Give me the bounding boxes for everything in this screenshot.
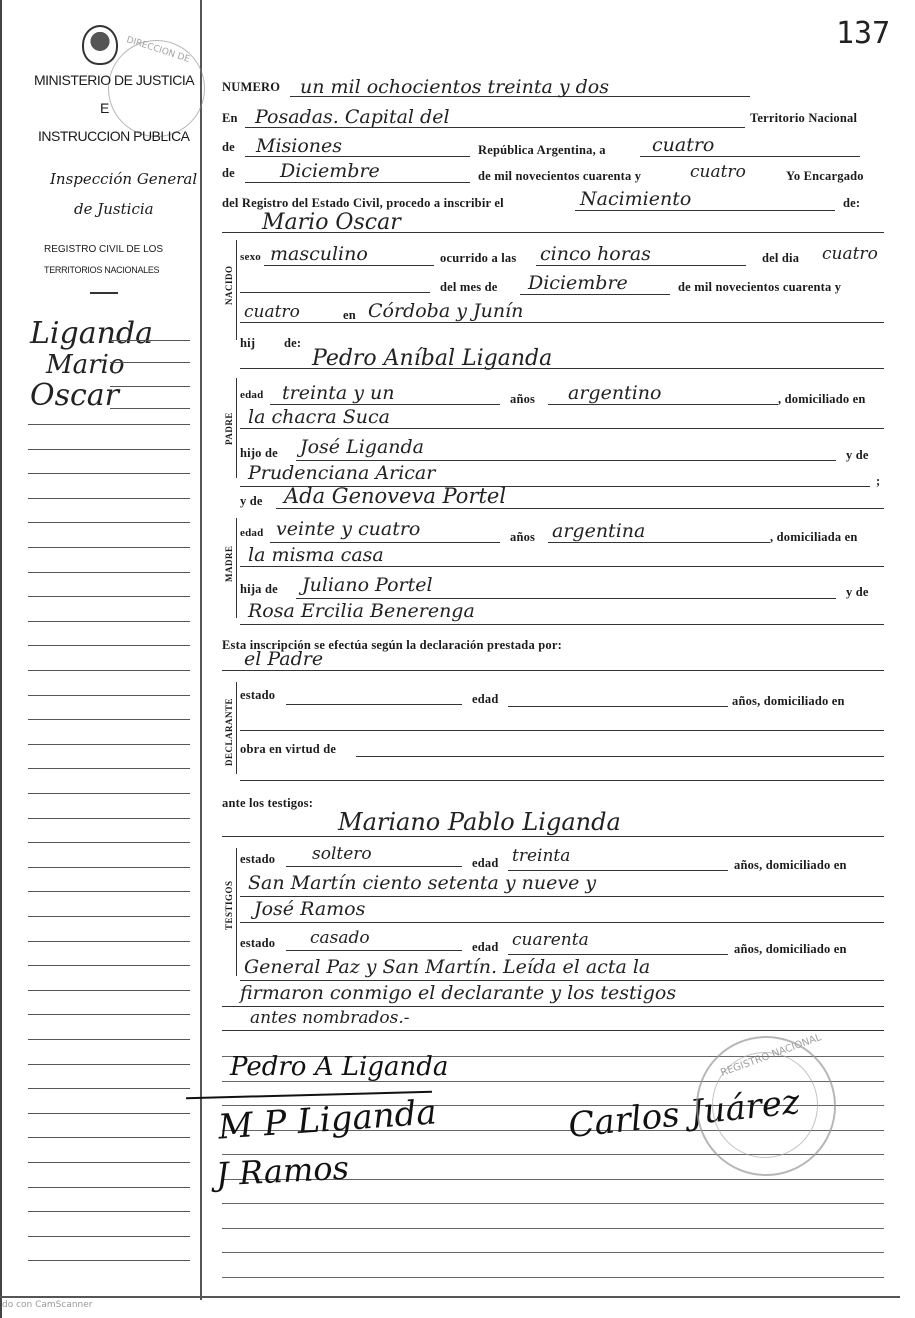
margin-rule <box>110 340 190 341</box>
margin-rule <box>28 744 190 745</box>
ministry-title-3: INSTRUCCION PUBLICA <box>38 128 190 144</box>
margin-rule <box>28 990 190 991</box>
padre-section-label: PADRE <box>224 412 234 445</box>
margin-rule <box>110 362 190 363</box>
margin-rule <box>28 1260 190 1261</box>
republica-label: República Argentina, a <box>478 143 606 157</box>
testigo2-estado-value: casado <box>310 928 370 948</box>
padre-name-value: Pedro Aníbal Liganda <box>312 346 553 371</box>
padre-edad-line <box>270 404 500 405</box>
testigo2-edad-label: edad <box>472 940 499 954</box>
madre-nac-line <box>548 542 770 543</box>
margin-surname-note: Liganda <box>30 316 154 351</box>
margin-rule <box>28 916 190 917</box>
margin-rule <box>28 1113 190 1114</box>
madre-y-de-label: y de <box>240 494 263 508</box>
testigo1-edad-value: treinta <box>512 846 571 866</box>
signature-testigo-1: M P Liganda <box>216 1092 438 1148</box>
margin-rule <box>28 1236 190 1237</box>
cierre-text-2: firmaron conmigo el declarante y los testigos <box>240 982 677 1004</box>
margin-name-note-2: Oscar <box>30 378 120 413</box>
padre-y-de-label: y de <box>846 448 869 462</box>
margin-rule <box>28 842 190 843</box>
acto-value: Nacimiento <box>580 188 692 210</box>
nacido-bar <box>236 240 237 340</box>
abuelo-materno-value: Juliano Portel <box>302 574 433 596</box>
margin-rule <box>28 1162 190 1163</box>
padre-anios-label: años <box>510 392 536 406</box>
anio-label: de mil novecientos cuarenta y <box>678 280 842 294</box>
testigo1-name-line <box>222 836 884 837</box>
acto-line <box>575 210 835 211</box>
testigo1-edad-label: edad <box>472 856 499 870</box>
testigo2-name-line <box>240 922 884 923</box>
margin-rule <box>28 449 190 450</box>
declarante-estado-line <box>286 704 462 705</box>
testigo1-estado-value: soltero <box>312 844 372 864</box>
margin-rule <box>28 768 190 769</box>
cierre-line-2 <box>222 1006 884 1007</box>
testigo1-domicilio-value: San Martín ciento setenta y nueve y <box>248 872 597 894</box>
testigo2-edad-value: cuarenta <box>512 930 589 950</box>
margin-rule <box>28 695 190 696</box>
padre-nac-line <box>548 404 778 405</box>
testigo2-domicilio-line <box>240 980 884 981</box>
margin-rule <box>28 719 190 720</box>
testigo1-estado-label: estado <box>240 852 276 866</box>
abuela-paterna-value: Prudenciana Aricar <box>248 462 436 484</box>
cierre-text-3: antes nombrados.- <box>250 1008 410 1028</box>
sexo-value: masculino <box>270 243 368 265</box>
en-lugar-label: en <box>343 308 356 322</box>
margin-rule <box>28 965 190 966</box>
obra-label: obra en virtud de <box>240 742 337 756</box>
margin-rule <box>28 1039 190 1040</box>
margin-rule <box>28 473 190 474</box>
margin-rule <box>28 572 190 573</box>
abuela-materna-value: Rosa Ercilia Benerenga <box>248 600 475 622</box>
testigo1-anios-label: años, domiciliado en <box>734 858 847 872</box>
declarante-name-line <box>222 670 884 671</box>
hora-value: cinco horas <box>540 243 651 265</box>
official-seal-text: REGISTRO NACIONAL <box>719 1032 823 1079</box>
ministry-title-1: MINISTERIO DE JUSTICIA <box>34 72 195 88</box>
anio-value: cuatro <box>244 302 300 322</box>
registry-dash <box>90 292 118 294</box>
del-dia-label: del dia <box>762 251 800 265</box>
testigo1-edad-line <box>508 870 728 871</box>
month-value: Diciembre <box>280 160 380 182</box>
obra-line-2 <box>240 780 884 781</box>
padre-bar <box>236 378 237 478</box>
madre-bar <box>236 518 237 618</box>
margin-rule <box>28 1187 190 1188</box>
signature-encargado: Carlos Juárez <box>566 1081 802 1147</box>
madre-edad-value: veinte y cuatro <box>276 518 421 540</box>
obra-line <box>356 756 884 757</box>
margin-divider <box>200 0 202 1300</box>
margin-rule <box>28 941 190 942</box>
day-value: cuatro <box>652 134 715 156</box>
margin-rule <box>28 1211 190 1212</box>
signature-rule <box>222 1228 884 1229</box>
padre-nacionalidad-value: argentino <box>568 382 662 404</box>
inspection-title-1: Inspección General <box>50 170 198 188</box>
madre-edad-line <box>270 542 500 543</box>
mes-pre-line <box>240 292 430 293</box>
page-number: 137 <box>836 16 891 51</box>
de-label-2: de <box>222 166 235 180</box>
declaracion-text: Esta inscripción se efectúa según la declaración prestada por: <box>222 638 562 652</box>
scanner-note: do con CamScanner <box>2 1300 93 1310</box>
hora-line <box>536 265 746 266</box>
abuelo-paterno-line <box>296 460 836 461</box>
margin-rule <box>28 891 190 892</box>
madre-y-de-label-2: y de <box>846 585 869 599</box>
madre-name-line <box>276 508 884 509</box>
lugar-line <box>240 322 884 323</box>
padre-hijo-label: hijo de <box>240 446 278 460</box>
margin-rule <box>28 670 190 671</box>
abuela-materna-line <box>240 624 884 625</box>
child-name-value: Mario Oscar <box>262 210 401 235</box>
padre-edad-value: treinta y un <box>282 382 395 404</box>
ocurrido-label: ocurrido a las <box>440 251 517 265</box>
margin-rule <box>28 867 190 868</box>
declarante-estado-label: estado <box>240 688 276 702</box>
official-seal <box>696 1032 836 1176</box>
mes-value: Diciembre <box>528 272 628 294</box>
round-stamp <box>108 35 205 137</box>
padre-domiciliado-label: , domiciliado en <box>778 392 866 406</box>
ministry-title-2: E <box>100 100 110 116</box>
testigo2-edad-line <box>508 954 728 955</box>
sexo-label: sexo <box>240 251 261 263</box>
madre-name-value: Ada Genoveva Portel <box>284 484 507 508</box>
padre-semicolon: ; <box>876 474 881 488</box>
registry-title-1: REGISTRO CIVIL DE LOS <box>44 244 164 255</box>
signature-rule <box>222 1203 884 1204</box>
hijo-label: hij <box>240 336 256 350</box>
madre-hija-label: hija de <box>240 582 278 596</box>
year-label: de mil novecientos cuarenta y <box>478 169 642 183</box>
place-value: Posadas. Capital del <box>255 106 450 128</box>
abuelo-paterno-value: José Liganda <box>300 436 425 458</box>
margin-rule <box>28 522 190 523</box>
hijo-de-label: de: <box>284 336 302 350</box>
nacido-section-label: NACIDO <box>224 265 234 305</box>
abuelo-materno-line <box>296 598 836 599</box>
padre-domicilio-line <box>240 428 884 429</box>
testigos-section-label: TESTIGOS <box>224 880 234 930</box>
en-label: En <box>222 111 238 125</box>
madre-anios-label: años <box>510 530 536 544</box>
testigo2-estado-line <box>286 950 462 951</box>
testigo1-name-value: Mariano Pablo Liganda <box>338 808 621 836</box>
numero-label: NUMERO <box>222 80 281 94</box>
madre-edad-label: edad <box>240 527 264 539</box>
numero-value: un mil ochocientos treinta y dos <box>300 76 609 98</box>
margin-name-note: Mario <box>46 350 125 380</box>
testigo1-estado-line <box>286 866 462 867</box>
madre-section-label: MADRE <box>224 545 234 582</box>
cierre-line-3 <box>222 1030 884 1031</box>
margin-rule <box>28 1064 190 1065</box>
margin-rule <box>28 793 190 794</box>
declarante-anios-label: años, domiciliado en <box>732 694 845 708</box>
signature-testigo-2: J Ramos <box>215 1148 350 1194</box>
day-line <box>640 156 860 157</box>
margin-rule <box>28 1014 190 1015</box>
testigos-label: ante los testigos: <box>222 796 314 810</box>
declarante-edad-line <box>508 706 728 707</box>
margin-rule <box>28 547 190 548</box>
margin-rule <box>28 818 190 819</box>
sexo-line <box>264 265 434 266</box>
month-line <box>245 182 470 183</box>
margin-rule <box>28 621 190 622</box>
margin-rule <box>28 424 190 425</box>
testigo2-anios-label: años, domiciliado en <box>734 942 847 956</box>
dia-value: cuatro <box>822 244 878 264</box>
margin-rule <box>110 386 190 387</box>
declarante-name-value: el Padre <box>244 648 324 670</box>
testigo1-domicilio-line <box>240 896 884 897</box>
margin-rule <box>28 645 190 646</box>
registry-title-2: TERRITORIOS NACIONALES <box>44 265 160 275</box>
madre-domicilio-value: la misma casa <box>248 544 384 566</box>
encargado-label: Yo Encargado <box>786 169 864 183</box>
signature-padre: Pedro A Liganda <box>230 1052 449 1082</box>
territory-value: Misiones <box>256 135 343 157</box>
declarante-bar <box>236 682 237 774</box>
de-colon-label: de: <box>843 196 861 210</box>
padre-domicilio-value: la chacra Suca <box>248 406 390 428</box>
margin-rule <box>110 408 190 409</box>
lugar-value: Córdoba y Junín <box>368 300 524 322</box>
de-label-1: de <box>222 140 235 154</box>
declarante-edad-label: edad <box>472 692 499 706</box>
testigo2-name-value: José Ramos <box>254 898 366 920</box>
padre-edad-label: edad <box>240 389 264 401</box>
round-stamp-text: DIRECCION DE <box>125 35 191 65</box>
territorio-label: Territorio Nacional <box>750 111 858 125</box>
mes-label: del mes de <box>440 280 498 294</box>
madre-domiciliada-label: , domiciliada en <box>770 530 858 544</box>
testigos-bar <box>236 848 237 976</box>
declarante-section-label: DECLARANTE <box>224 697 234 766</box>
mes-line <box>520 294 670 295</box>
testigo2-domicilio-value: General Paz y San Martín. Leída el acta la <box>244 956 651 978</box>
margin-rule <box>28 1088 190 1089</box>
signature-rule <box>222 1252 884 1253</box>
registro-label: del Registro del Estado Civil, procedo a inscribir el <box>222 196 504 210</box>
declarante-domicilio-line <box>240 730 884 731</box>
margin-rule <box>28 1137 190 1138</box>
page-left-border <box>0 0 2 1318</box>
madre-nacionalidad-value: argentina <box>552 520 646 542</box>
ministry-seal <box>82 25 118 65</box>
page-bottom-border <box>0 1296 900 1298</box>
margin-rule <box>28 596 190 597</box>
margin-rule <box>28 498 190 499</box>
signature-rule <box>222 1277 884 1278</box>
inspection-title-2: de Justicia <box>74 200 154 218</box>
year-value: cuatro <box>690 162 746 182</box>
testigo2-estado-label: estado <box>240 936 276 950</box>
madre-domicilio-line <box>240 566 884 567</box>
